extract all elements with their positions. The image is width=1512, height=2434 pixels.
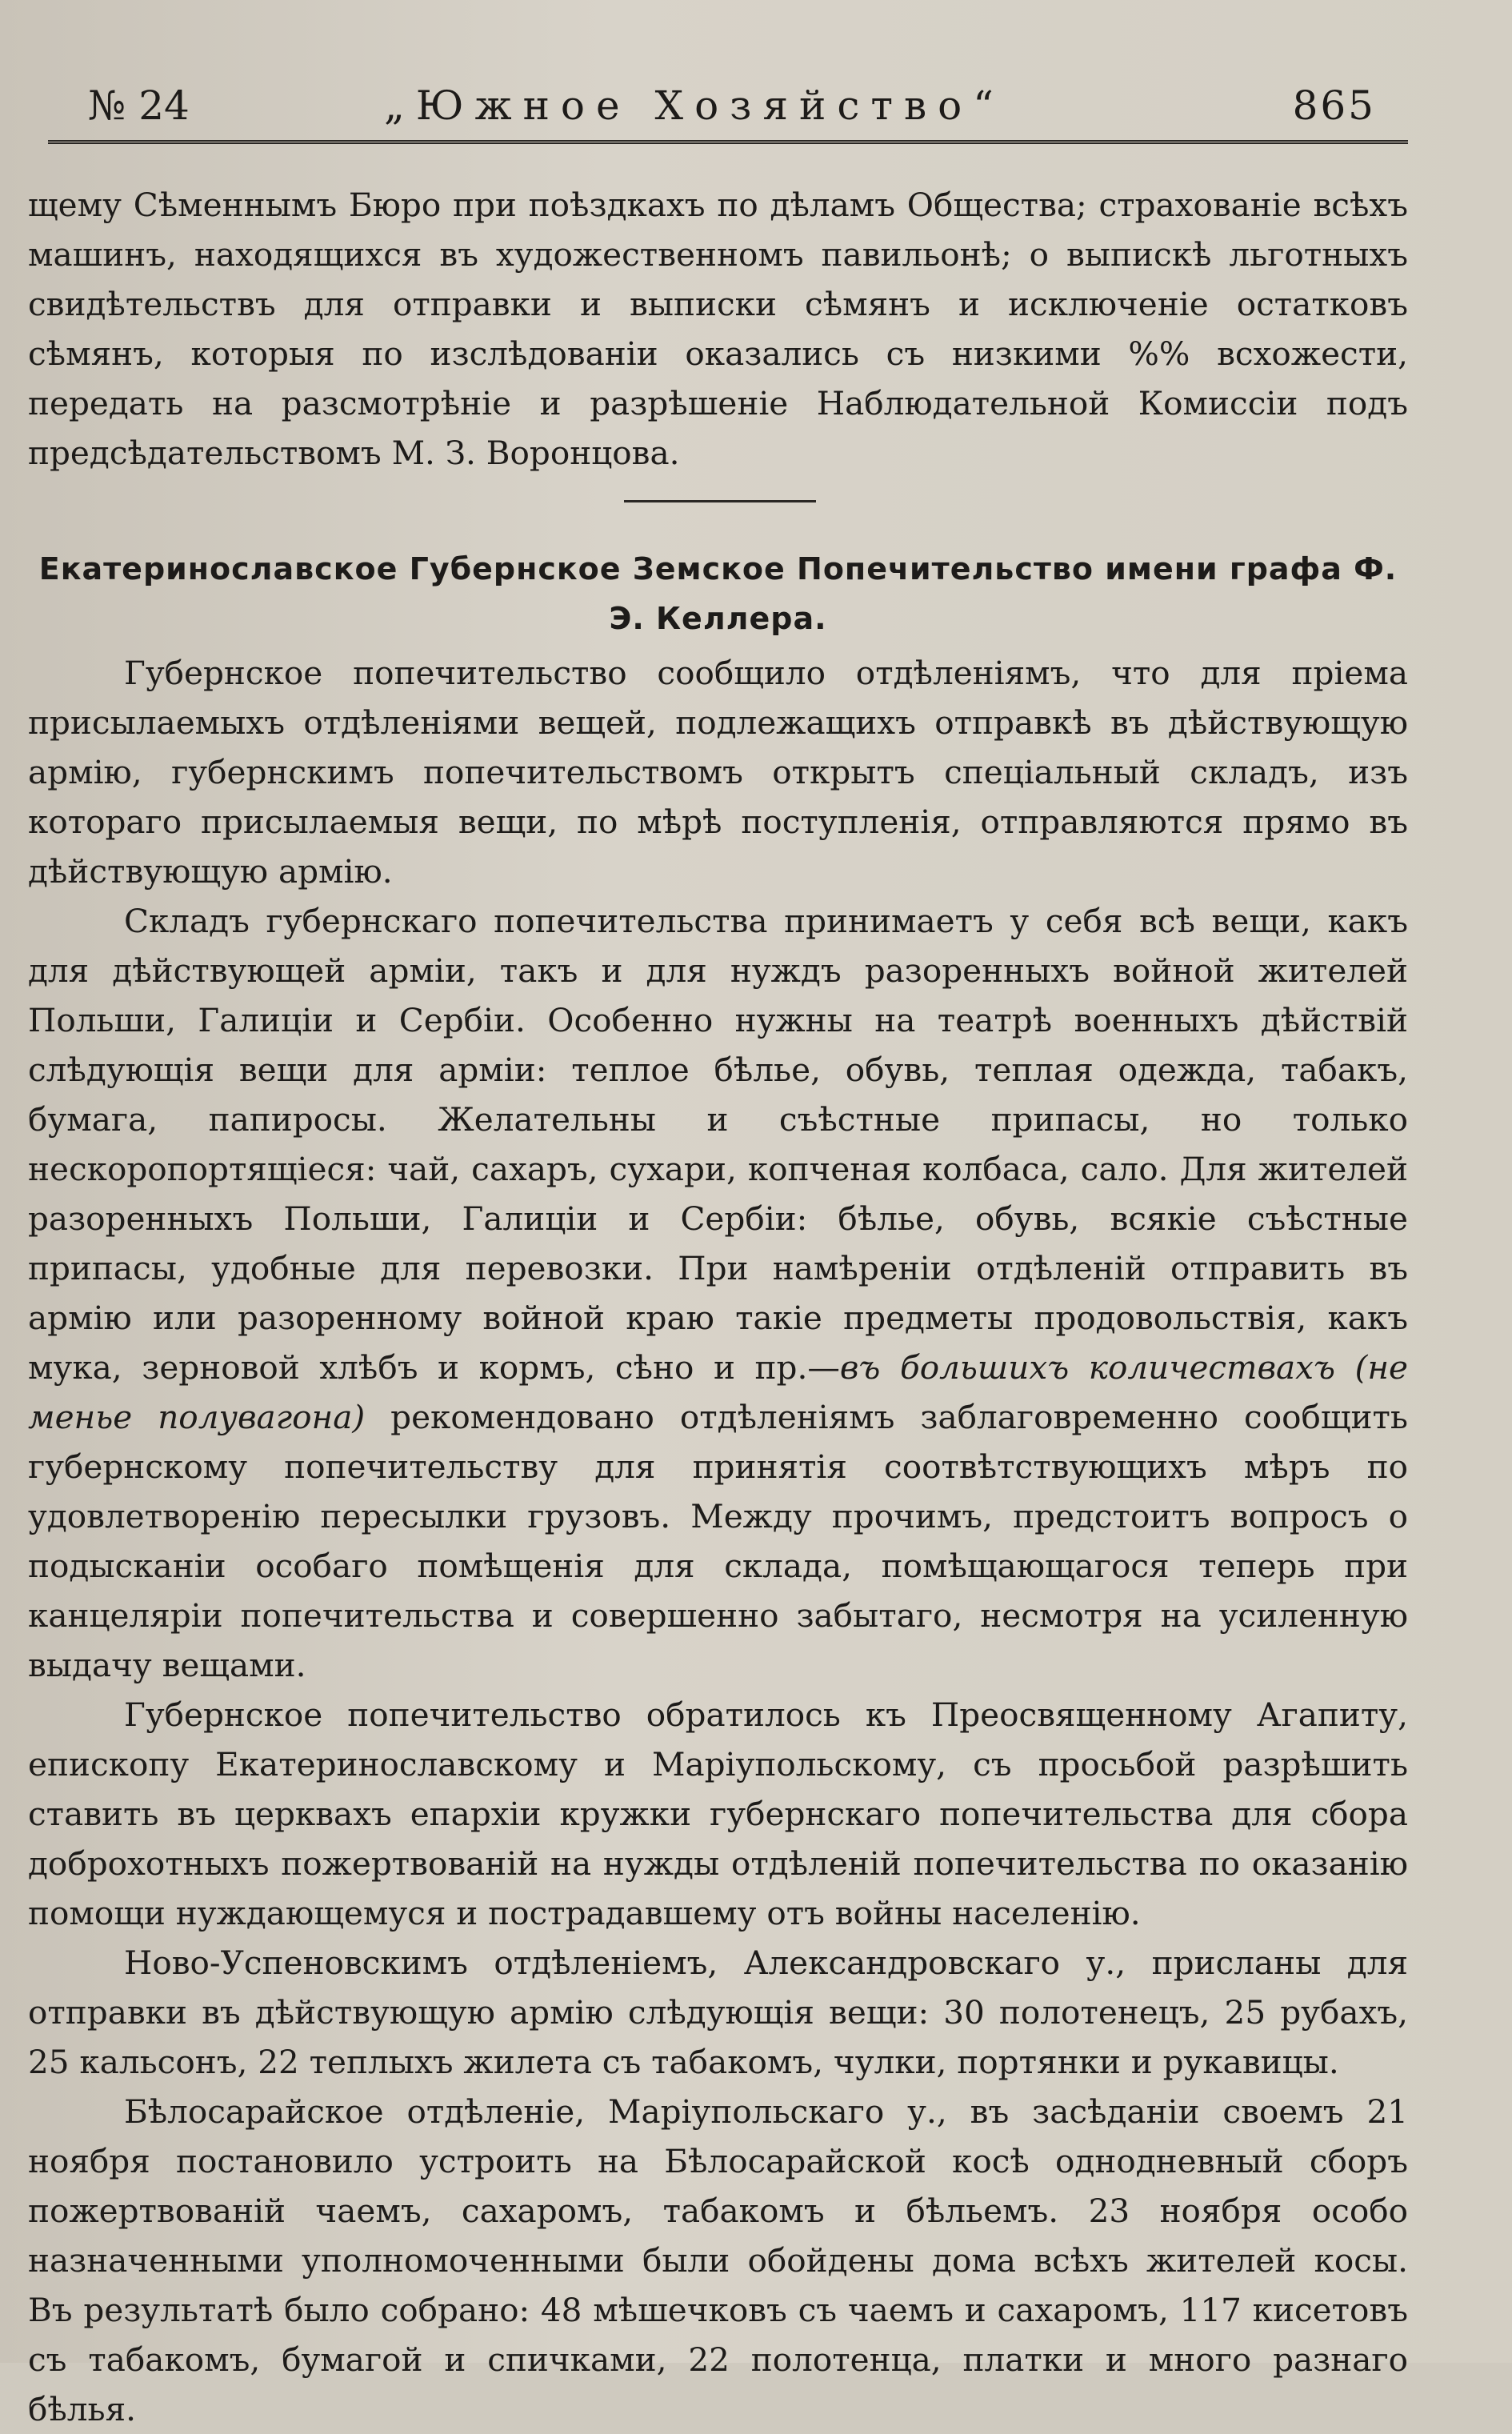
paragraph-1: Губернское попечительство сообщило отдѣленіямъ, что для пріема присылаемыхъ отдѣленіями вещей, подлежащихъ отправкѣ въ дѣйствующую армію, губернскимъ попечительствомъ открытъ спеціальный складъ, изъ котораго присылаемыя вещи, по мѣрѣ поступленія, отправляются прямо въ дѣйствующую армію. <box>28 654 1408 891</box>
paragraph-2 <box>28 896 1408 1690</box>
issue-number: № 24 <box>88 82 190 129</box>
paragraph-2-italic: въ большихъ количествахъ (не менье полувагона) <box>28 1348 1409 1436</box>
paragraph-2-part-b: рекомендовано отдѣленіямъ заблаговременно сообщить губернскому попечительству для принятія соотвѣтствующихъ мѣръ по удовлетворенію пересылки грузовъ. Между прочимъ, предстоитъ вопросъ о подысканіи особаго помѣщенія для склада, помѣщающагося теперь при канцеляріи попечительства и совершенно забытаго, несмотря на усиленную выдачу вещами. <box>28 1398 1408 1684</box>
page-number: 865 <box>1292 82 1376 129</box>
section-title: Екатеринославское Губернское Земское Попечительство имени графа Ф. Э. Келлера. <box>38 551 1398 636</box>
section-divider <box>624 500 816 502</box>
intro-text <box>28 180 1408 478</box>
running-header <box>88 76 1408 140</box>
intro-paragraph: щему Сѣменнымъ Бюро при поѣздкахъ по дѣламъ Общества; страхованіе всѣхъ машинъ, находящихся въ художественномъ павильонѣ; о выпискѣ льготныхъ свидѣтельствъ для отправки и выписки сѣмянъ и исключеніе остатковъ сѣмянъ, которыя по изслѣдованіи оказались съ низкими %% всхожести, передать на разсмотрѣніе и разрѣшеніе Наблюдательной Комиссіи подъ предсѣдательствомъ М. З. Воронцова. <box>28 186 1408 472</box>
paragraph-3: Губернское попечительство обратилось къ Преосвященному Агапиту, епископу Екатеринославскому и Маріупольскому, съ просьбой разрѣшить ставить въ церквахъ епархіи кружки губернскаго попечительства для сбора доброхотныхъ пожертвованій на нужды отдѣленій попечительства по оказанію помощи нуждающемуся и пострадавшему отъ войны населенію. <box>28 1695 1408 1932</box>
paragraph-2-part-a: Складъ губернскаго попечительства принимаетъ у себя всѣ вещи, какъ для дѣйствующей арміи, такъ и для нуждъ разоренныхъ войной жителей Польши, Галиціи и Сербіи. Особенно нужны на театрѣ военныхъ дѣйствій слѣдующія вещи для арміи: теплое бѣлье, обувь, теплая одежда, табакъ, бумага, папиросы. Желательны и съѣстные припасы, но только нескоропортящіеся: чай, сахаръ, сухари, копченая колбаса, сало. Для жителей разоренныхъ Польши, Галиціи и Сербіи: бѣлье, обувь, всякіе съѣстные припасы, удобные для перевозки. При намѣреніи отдѣленій отправить въ армію или разоренному войной краю такіе предметы продовольствія, какъ мука, зерновой хлѣбъ и кормъ, сѣно и пр.— <box>28 902 1408 1387</box>
article-body <box>28 648 1408 2434</box>
paragraph-5: Бѣлосарайское отдѣленіе, Маріупольскаго у., въ засѣданіи своемъ 21 ноября постановило устроить на Бѣлосарайской косѣ однодневный сборъ пожертвованій чаемъ, сахаромъ, табакомъ и бѣльемъ. 23 ноября особо назначенными уполномоченными были обойдены дома всѣхъ жителей косы. Въ результатѣ было собрано: 48 мѣшечковъ съ чаемъ и сахаромъ, 117 кисетовъ съ табакомъ, бумагой и спичками, 22 полотенца, платки и много разнаго бѣлья. <box>28 2092 1408 2428</box>
journal-title: „Южное Хозяйство“ <box>384 82 1005 129</box>
paragraph-4: Ново-Успеновскимъ отдѣленіемъ, Александровскаго у., присланы для отправки въ дѣйствующую армію слѣдующія вещи: 30 полотенецъ, 25 рубахъ, 25 кальсонъ, 22 теплыхъ жилета съ табакомъ, чулки, портянки и рукавицы. <box>28 1944 1408 2081</box>
header-rule <box>48 140 1408 144</box>
